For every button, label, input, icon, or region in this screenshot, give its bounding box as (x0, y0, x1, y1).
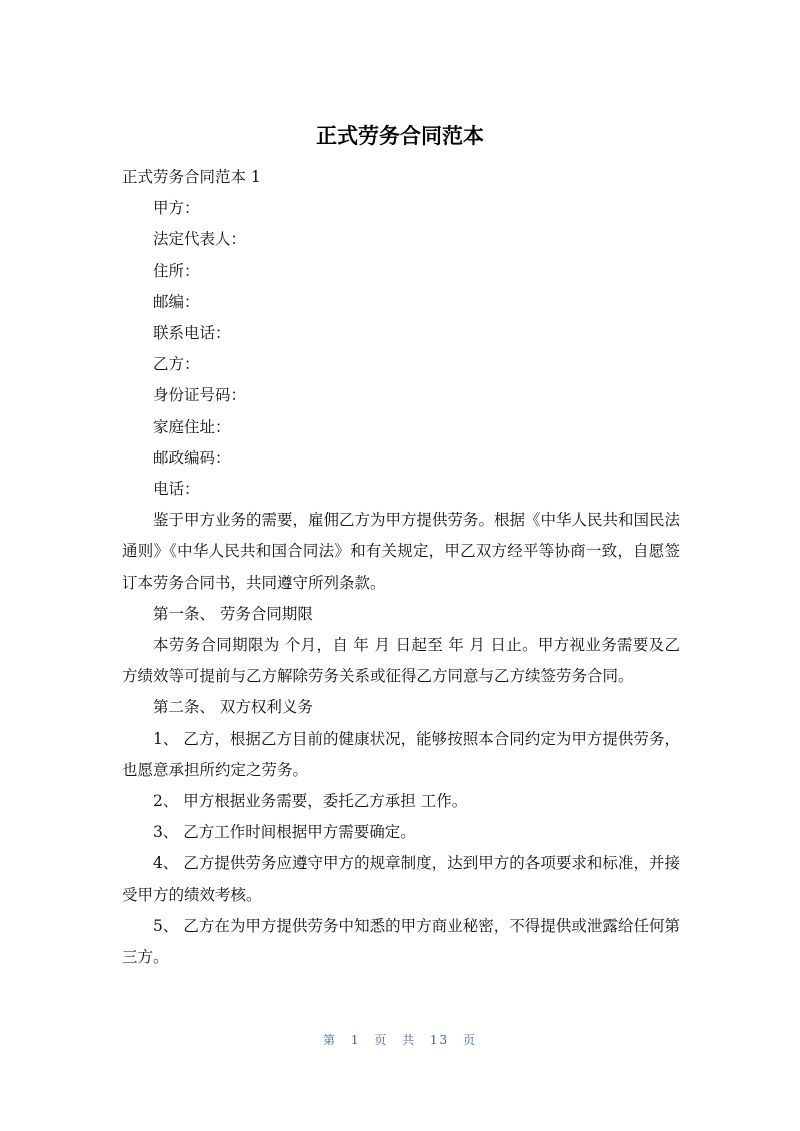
field-address: 住所： (153, 261, 200, 280)
field-postal-code: 邮政编码： (153, 448, 231, 467)
preamble-paragraph: 鉴于甲方业务的需要，雇佣乙方为甲方提供劳务。根据《中华人民共和国民法通则》《中华人民共和国合同法》和有关规定，甲乙双方经平等协商一致，自愿签订本劳务合同书，共同遵守所列条款。 (122, 511, 681, 592)
article-2-item: 5、 乙方在为甲方提供劳务中知悉的甲方商业秘密，不得提供或泄露给任何第三方。 (122, 916, 680, 967)
document-subtitle: 正式劳务合同范本 1 (122, 168, 261, 186)
article-2-item: 4、 乙方提供劳务应遵守甲方的规章制度，达到甲方的各项要求和标准，并接受甲方的绩效考核。 (122, 854, 680, 904)
page-footer: 第 1 页 共 13 页 (323, 1033, 477, 1047)
document-title: 正式劳务合同范本 (316, 124, 484, 148)
article-1-paragraph: 本劳务合同期限为 个月，自 年 月 日起至 年 月 日止。甲方视业务需要及乙方绩效等可提前与乙方解除劳务关系或征得乙方同意与乙方续签劳务合同。 (122, 636, 680, 686)
article-2-item: 2、 甲方根据业务需要，委托乙方承担 工作。 (153, 792, 468, 811)
field-postcode: 邮编： (153, 292, 200, 311)
field-phone: 电话： (153, 480, 200, 499)
field-party-b: 乙方： (153, 355, 200, 374)
article-2-item: 3、 乙方工作时间根据甲方需要确定。 (153, 823, 416, 842)
article-1-heading: 第一条、 劳务合同期限 (153, 604, 313, 623)
document-body (122, 162, 680, 973)
field-id-number: 身份证号码： (153, 386, 247, 405)
field-legal-representative: 法定代表人： (153, 230, 247, 249)
article-2-item: 1、 乙方，根据乙方目前的健康状况，能够按照本合同约定为甲方提供劳务，也愿意承担所约定之劳务。 (122, 729, 680, 779)
field-home-address: 家庭住址： (153, 417, 231, 436)
article-2-heading: 第二条、 双方权利义务 (153, 698, 313, 717)
field-contact-phone: 联系电话： (153, 324, 231, 343)
field-party-a: 甲方： (153, 199, 200, 218)
